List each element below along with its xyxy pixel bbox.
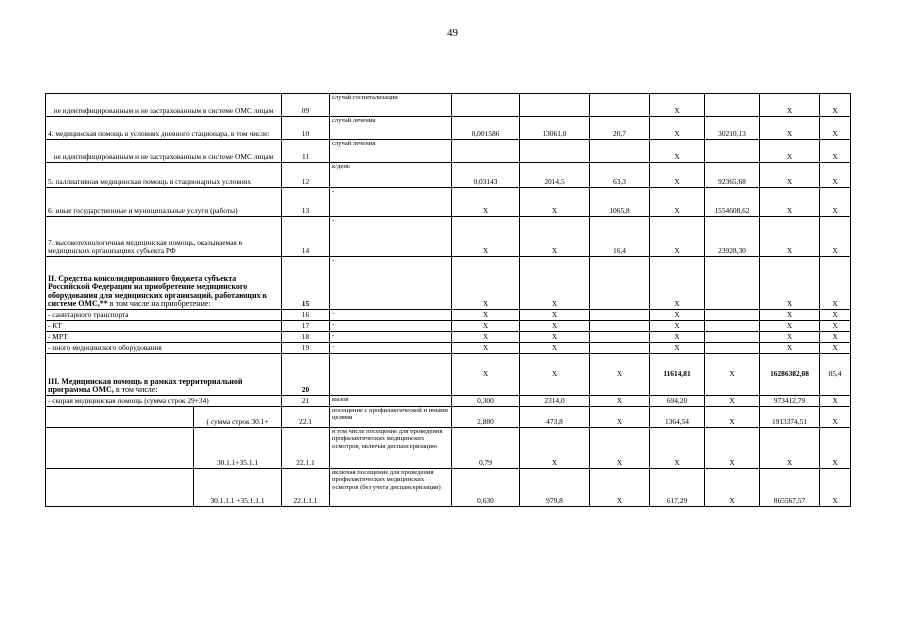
row-label-left xyxy=(46,428,194,469)
row-label-right: 30.1.1+35.1.1 xyxy=(194,428,282,469)
value-cell-v2: X xyxy=(520,354,590,396)
row-unit: вызов xyxy=(330,396,452,407)
value-cell-v1: X xyxy=(452,257,520,310)
value-cell-v5: 23928,30 xyxy=(705,217,760,257)
value-cell-v6: 973412,79 xyxy=(760,396,820,407)
value-cell-v1 xyxy=(452,140,520,163)
row-code: 16 xyxy=(282,310,330,321)
row-unit: - xyxy=(330,310,452,321)
table-row xyxy=(46,117,851,140)
value-cell-v4: 617,29 xyxy=(650,469,705,507)
value-cell-v3: X xyxy=(590,407,650,428)
value-cell-v2: 13061,0 xyxy=(520,117,590,140)
value-cell-v6: X xyxy=(760,94,820,117)
row-label: 4. медицинская помощь в условиях дневного стационара, в том числе: xyxy=(46,117,282,140)
value-cell-v3 xyxy=(590,94,650,117)
row-label-bold: II. Средства консолидированного бюджета субъекта Российской Федерации на приобретение медицинского оборудования для медицинских организаций, работающих в системе ОМС,** xyxy=(48,273,267,309)
table-row xyxy=(46,332,851,343)
value-cell-v7: X xyxy=(820,94,851,117)
value-cell-v4: 1364,54 xyxy=(650,407,705,428)
value-cell-v3 xyxy=(590,321,650,332)
value-cell-v5: X xyxy=(705,428,760,469)
value-cell-v3: X xyxy=(590,354,650,396)
table-row xyxy=(46,94,851,117)
value-cell-v7: X xyxy=(820,469,851,507)
value-cell-v2 xyxy=(520,94,590,117)
table-row xyxy=(46,407,851,428)
value-cell-v6: X xyxy=(760,163,820,188)
table-row xyxy=(46,343,851,354)
value-cell-v6: X xyxy=(760,117,820,140)
row-code: 22.1.1.1 xyxy=(282,469,330,507)
row-label: 5. паллиативная медицинская помощь в стационарных условиях xyxy=(46,163,282,188)
row-label-left xyxy=(46,469,194,507)
table-row xyxy=(46,217,851,257)
value-cell-v5: X xyxy=(705,407,760,428)
value-cell-v7: X xyxy=(820,217,851,257)
value-cell-v7: X xyxy=(820,321,851,332)
value-cell-v7: X xyxy=(820,140,851,163)
value-cell-v5 xyxy=(705,140,760,163)
row-code: 12 xyxy=(282,163,330,188)
value-cell-v3 xyxy=(590,257,650,310)
row-code: 18 xyxy=(282,332,330,343)
value-cell-v6: 1913374,51 xyxy=(760,407,820,428)
row-label: - санитарного транспорта xyxy=(46,310,282,321)
row-label-right: ( сумма строк 30.1+ xyxy=(194,407,282,428)
table-row xyxy=(46,163,851,188)
value-cell-v5 xyxy=(705,343,760,354)
value-cell-v3: 63,3 xyxy=(590,163,650,188)
row-unit: - xyxy=(330,257,452,310)
table-row xyxy=(46,428,851,469)
value-cell-v1: X xyxy=(452,343,520,354)
value-cell-v7: X xyxy=(820,396,851,407)
row-code: 10 xyxy=(282,117,330,140)
value-cell-v4: 11614,81 xyxy=(650,354,705,396)
value-cell-v4: 694,20 xyxy=(650,396,705,407)
value-cell-v2: X xyxy=(520,257,590,310)
value-cell-v6: X xyxy=(760,332,820,343)
row-label-bold: III. Медицинская помощь в рамках территориальной программы ОМС, xyxy=(48,376,243,395)
value-cell-v1: X xyxy=(452,321,520,332)
value-cell-v3: 20,7 xyxy=(590,117,650,140)
row-unit: - xyxy=(330,321,452,332)
row-label: не идентифицированным и не застрахованным в системе ОМС лицам xyxy=(46,94,282,117)
value-cell-v2: 2314,0 xyxy=(520,396,590,407)
value-cell-v6: X xyxy=(760,217,820,257)
value-cell-v5: X xyxy=(705,469,760,507)
value-cell-v3 xyxy=(590,310,650,321)
value-cell-v3: 1065,8 xyxy=(590,188,650,217)
value-cell-v4: X xyxy=(650,310,705,321)
value-cell-v5 xyxy=(705,310,760,321)
value-cell-v5: 1554608,62 xyxy=(705,188,760,217)
value-cell-v4: X xyxy=(650,163,705,188)
value-cell-v3 xyxy=(590,332,650,343)
value-cell-v3 xyxy=(590,343,650,354)
row-unit xyxy=(330,354,452,396)
value-cell-v7: X xyxy=(820,163,851,188)
value-cell-v5: 92365,68 xyxy=(705,163,760,188)
value-cell-v1: X xyxy=(452,332,520,343)
value-cell-v1: 0,79 xyxy=(452,428,520,469)
value-cell-v6: 16286382,08 xyxy=(760,354,820,396)
value-cell-v7: X xyxy=(820,332,851,343)
value-cell-v2: X xyxy=(520,321,590,332)
value-cell-v7: X xyxy=(820,428,851,469)
row-label: - скорая медицинская помощь (сумма строк 29+34) xyxy=(46,396,282,407)
row-code: 22.1 xyxy=(282,407,330,428)
value-cell-v4: X xyxy=(650,332,705,343)
row-label-tail: в том числе: xyxy=(113,385,158,395)
value-cell-v6: X xyxy=(760,321,820,332)
row-unit: - xyxy=(330,217,452,257)
value-cell-v2: X xyxy=(520,428,590,469)
value-cell-v6: 865567,57 xyxy=(760,469,820,507)
value-cell-v5: X xyxy=(705,354,760,396)
value-cell-v4: X xyxy=(650,257,705,310)
value-cell-v7: 85,4 xyxy=(820,354,851,396)
value-cell-v4: X xyxy=(650,94,705,117)
value-cell-v4: X xyxy=(650,321,705,332)
value-cell-v1 xyxy=(452,94,520,117)
value-cell-v2: X xyxy=(520,343,590,354)
row-unit: посещение с профилактической и иными целями xyxy=(330,407,452,428)
row-unit: - xyxy=(330,188,452,217)
table-row xyxy=(46,257,851,310)
value-cell-v7: X xyxy=(820,257,851,310)
value-cell-v4: X xyxy=(650,343,705,354)
value-cell-v6: X xyxy=(760,257,820,310)
value-cell-v2: 2014,5 xyxy=(520,163,590,188)
value-cell-v3 xyxy=(590,140,650,163)
row-label-left xyxy=(46,407,194,428)
row-label: - иного медицинского оборудования xyxy=(46,343,282,354)
table-row xyxy=(46,140,851,163)
value-cell-v1: X xyxy=(452,354,520,396)
value-cell-v3: X xyxy=(590,396,650,407)
row-code: 22.1.1 xyxy=(282,428,330,469)
value-cell-v2 xyxy=(520,140,590,163)
value-cell-v4: X xyxy=(650,188,705,217)
page-number: 49 xyxy=(447,27,458,39)
row-code: 13 xyxy=(282,188,330,217)
row-unit: - xyxy=(330,332,452,343)
value-cell-v7: X xyxy=(820,310,851,321)
row-label-right: 30.1.1.1 +35.1.1.1 xyxy=(194,469,282,507)
value-cell-v6: X xyxy=(760,188,820,217)
row-unit: в том числе посещение для проведения профилактических медицинских осмотров, включая диспансеризацию xyxy=(330,428,452,469)
table-row xyxy=(46,321,851,332)
value-cell-v4: X xyxy=(650,140,705,163)
value-cell-v6: X xyxy=(760,310,820,321)
row-label-tail: в том числе на приобретение: xyxy=(107,299,211,309)
value-cell-v1: 0,300 xyxy=(452,396,520,407)
value-cell-v4: X xyxy=(650,217,705,257)
financing-table xyxy=(45,93,851,507)
value-cell-v5 xyxy=(705,321,760,332)
value-cell-v1: 0,03143 xyxy=(452,163,520,188)
value-cell-v5: 30210,13 xyxy=(705,117,760,140)
row-unit: случай лечения xyxy=(330,140,452,163)
value-cell-v2: X xyxy=(520,310,590,321)
value-cell-v6: X xyxy=(760,343,820,354)
row-label: 6. иные государственные и муниципальные услуги (работы) xyxy=(46,188,282,217)
value-cell-v7: X xyxy=(820,343,851,354)
row-label xyxy=(46,354,282,396)
value-cell-v1: X xyxy=(452,188,520,217)
row-label: - КТ xyxy=(46,321,282,332)
row-unit: случай госпитализации xyxy=(330,94,452,117)
value-cell-v7: X xyxy=(820,407,851,428)
value-cell-v4: X xyxy=(650,117,705,140)
value-cell-v2: 473,8 xyxy=(520,407,590,428)
value-cell-v4: X xyxy=(650,428,705,469)
value-cell-v7: X xyxy=(820,188,851,217)
value-cell-v3: X xyxy=(590,428,650,469)
value-cell-v5 xyxy=(705,94,760,117)
table-row xyxy=(46,396,851,407)
row-code: 09 xyxy=(282,94,330,117)
value-cell-v5 xyxy=(705,257,760,310)
value-cell-v3: X xyxy=(590,469,650,507)
row-code: 14 xyxy=(282,217,330,257)
value-cell-v5: X xyxy=(705,396,760,407)
row-label: не идентифицированным и не застрахованным в системе ОМС лицам xyxy=(46,140,282,163)
value-cell-v6: X xyxy=(760,140,820,163)
row-unit: случай лечения xyxy=(330,117,452,140)
value-cell-v1: 2,880 xyxy=(452,407,520,428)
row-code: 17 xyxy=(282,321,330,332)
value-cell-v1: X xyxy=(452,310,520,321)
value-cell-v1: 0,001586 xyxy=(452,117,520,140)
value-cell-v2: 979,8 xyxy=(520,469,590,507)
row-code: 15 xyxy=(282,257,330,310)
value-cell-v6: X xyxy=(760,428,820,469)
value-cell-v1: X xyxy=(452,217,520,257)
value-cell-v2: X xyxy=(520,217,590,257)
value-cell-v3: 16,4 xyxy=(590,217,650,257)
table-row xyxy=(46,188,851,217)
row-code: 11 xyxy=(282,140,330,163)
value-cell-v2: X xyxy=(520,332,590,343)
row-code: 21 xyxy=(282,396,330,407)
row-unit: включая посещение для проведения профилактических медицинских осмотров (без учета диспансеризации) xyxy=(330,469,452,507)
row-label: 7. высокотехнологичная медицинская помощь, оказываемая в медицинских организациях субъекта РФ xyxy=(46,217,282,257)
table-row xyxy=(46,469,851,507)
row-label xyxy=(46,257,282,310)
value-cell-v7: X xyxy=(820,117,851,140)
table-row xyxy=(46,310,851,321)
row-code: 19 xyxy=(282,343,330,354)
row-label: - МРТ xyxy=(46,332,282,343)
row-unit: к/день xyxy=(330,163,452,188)
value-cell-v5 xyxy=(705,332,760,343)
row-code: 20 xyxy=(282,354,330,396)
value-cell-v1: 0,630 xyxy=(452,469,520,507)
value-cell-v2: X xyxy=(520,188,590,217)
row-unit: - xyxy=(330,343,452,354)
table-row xyxy=(46,354,851,396)
